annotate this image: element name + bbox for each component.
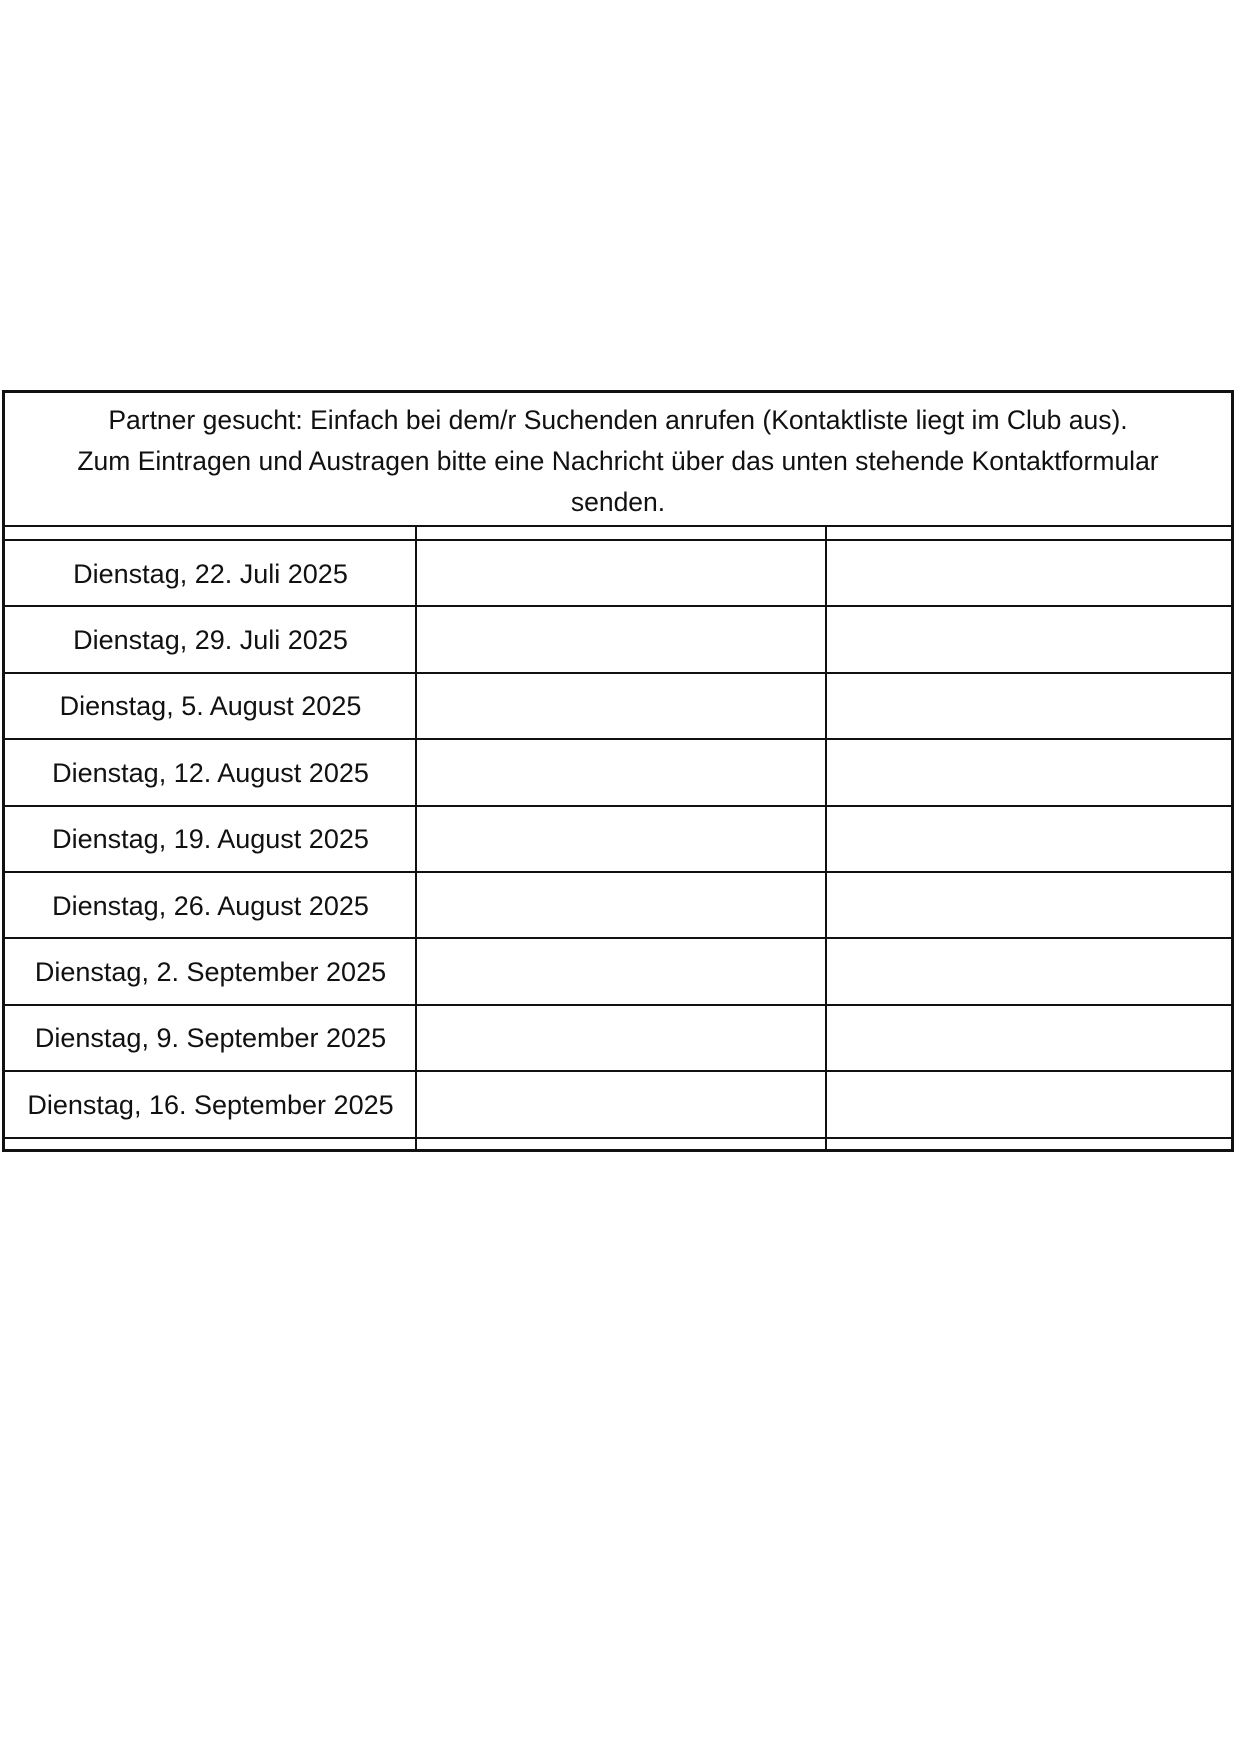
- partner-cell-1: [416, 1072, 826, 1136]
- partner-search-table: [2, 390, 1234, 1152]
- table-row: [5, 939, 1231, 1005]
- partner-cell-2: [826, 740, 1231, 804]
- partner-cell-2: [826, 1072, 1231, 1136]
- column-divider: [415, 527, 417, 1149]
- date-cell: Dienstag, 9. September 2025: [34, 1023, 387, 1054]
- partner-cell-2: [826, 541, 1231, 605]
- notice-line-2: Zum Eintragen und Austragen bitte eine Nachricht über das unten stehende Kontaktformular: [77, 446, 1159, 476]
- partner-cell-1: [416, 674, 826, 738]
- partner-cell-1: [416, 740, 826, 804]
- table-row: [5, 1072, 1231, 1138]
- partner-cell-1: [416, 607, 826, 671]
- date-cell: Dienstag, 29. Juli 2025: [73, 625, 348, 656]
- date-cell: Dienstag, 5. August 2025: [59, 691, 362, 722]
- table-row: [5, 873, 1231, 939]
- date-cell: Dienstag, 2. September 2025: [34, 957, 387, 988]
- partner-cell-1: [416, 873, 826, 937]
- notice-line-3: senden.: [570, 487, 666, 517]
- date-cell: Dienstag, 22. Juli 2025: [73, 558, 348, 589]
- partner-cell-2: [826, 873, 1231, 937]
- table-row: [5, 807, 1231, 873]
- date-cell: Dienstag, 16. September 2025: [27, 1089, 394, 1120]
- column-divider: [825, 527, 827, 1149]
- footer-spacer-row: [5, 1139, 1231, 1149]
- schedule-rows: [5, 541, 1231, 1139]
- table-row: [5, 1006, 1231, 1072]
- table-row: [5, 607, 1231, 673]
- partner-cell-1: [416, 1006, 826, 1070]
- partner-cell-1: [416, 807, 826, 871]
- notice-line-1: Partner gesucht: Einfach bei dem/r Suchenden anrufen (Kontaktliste liegt im Club aus).: [108, 405, 1128, 435]
- table-row: [5, 674, 1231, 740]
- partner-cell-2: [826, 607, 1231, 671]
- table-row: [5, 740, 1231, 806]
- partner-cell-2: [826, 1006, 1231, 1070]
- partner-cell-2: [826, 674, 1231, 738]
- table-row: [5, 541, 1231, 607]
- date-cell: Dienstag, 12. August 2025: [52, 757, 369, 788]
- column-header-row: [5, 527, 1231, 541]
- partner-cell-2: [826, 807, 1231, 871]
- partner-cell-1: [416, 541, 826, 605]
- notice-header: [5, 393, 1231, 527]
- partner-cell-2: [826, 939, 1231, 1003]
- date-cell: Dienstag, 26. August 2025: [52, 890, 369, 921]
- date-cell: Dienstag, 19. August 2025: [52, 824, 369, 855]
- partner-cell-1: [416, 939, 826, 1003]
